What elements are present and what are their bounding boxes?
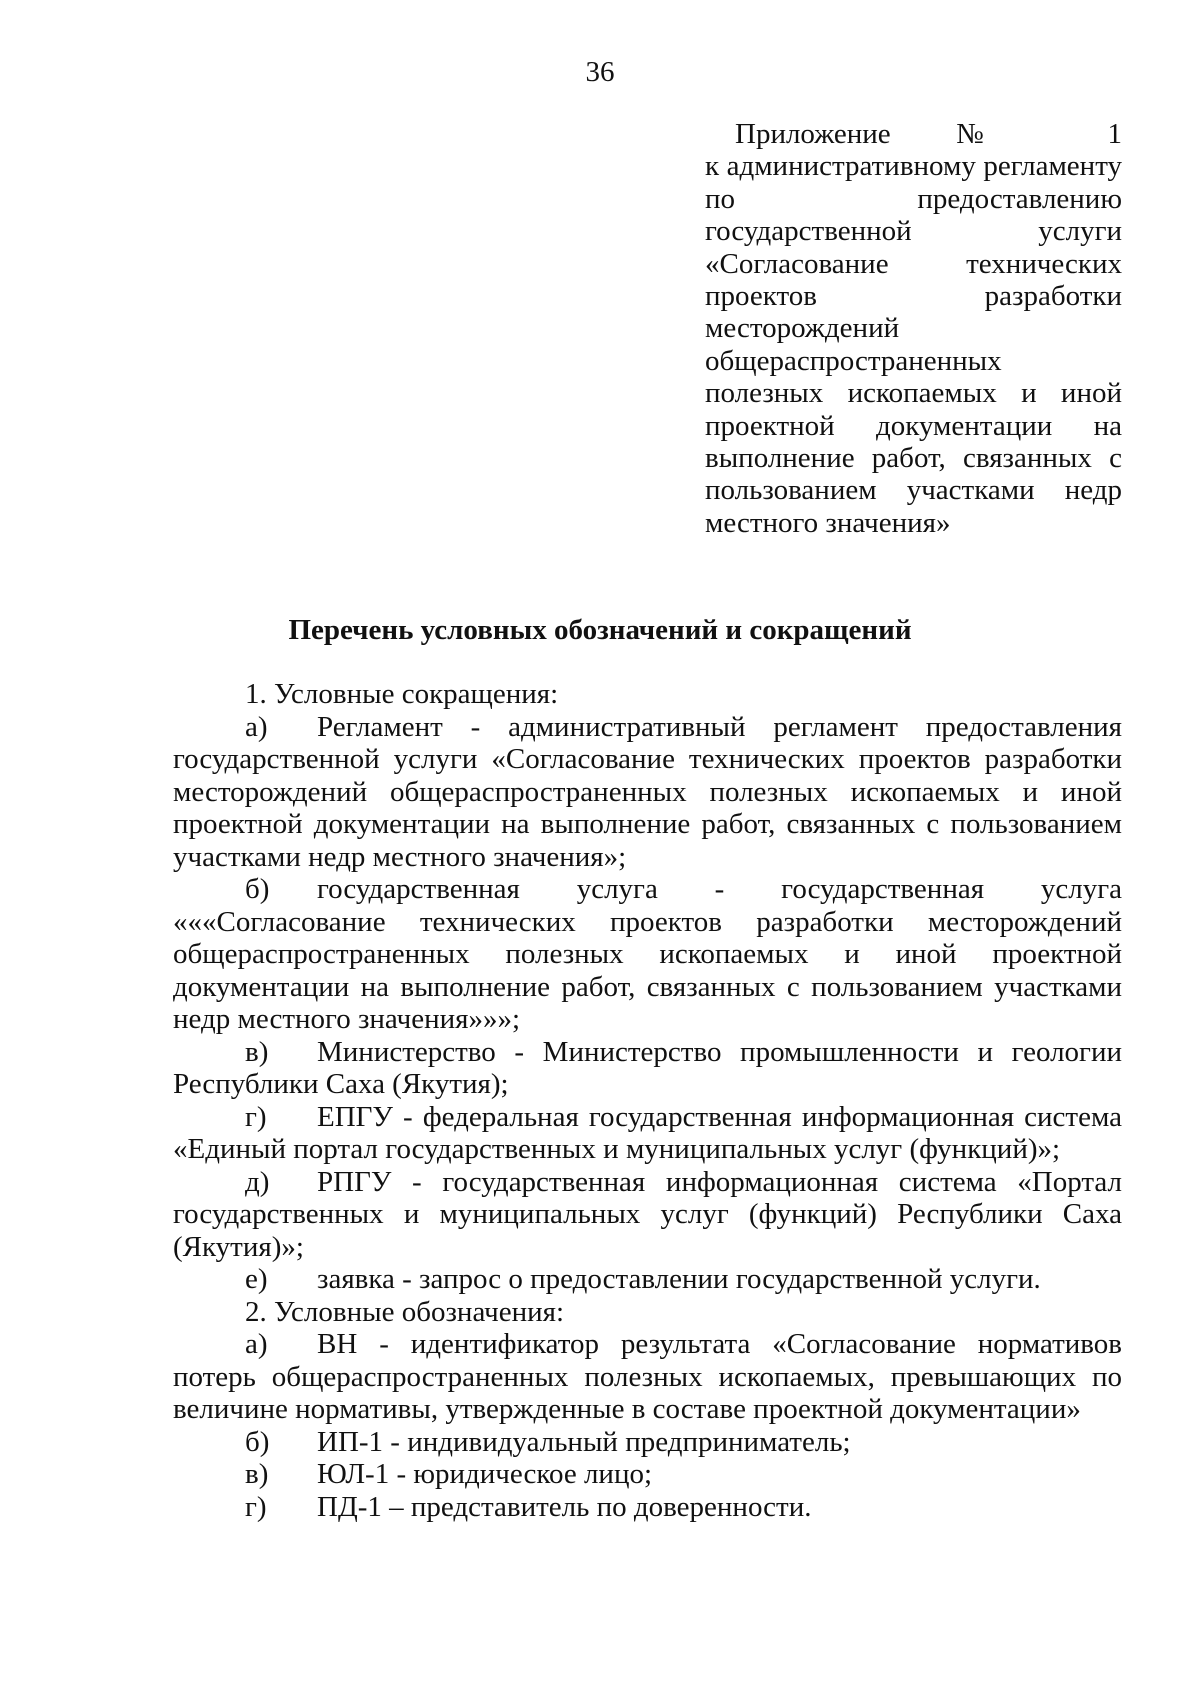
list-item bbox=[173, 1263, 1122, 1296]
document-title: Перечень условных обозначений и сокращений bbox=[288, 614, 912, 646]
list-item-text: ИП-1 - индивидуальный предприниматель; bbox=[317, 1425, 851, 1458]
list-item-text: ЮЛ-1 - юридическое лицо; bbox=[317, 1458, 653, 1490]
page-number: 36 bbox=[585, 56, 615, 88]
annex-block bbox=[705, 118, 1122, 539]
list-item bbox=[173, 1328, 1122, 1426]
list-item-label: б) bbox=[245, 873, 270, 905]
list-item-text: государственная услуга - государственная услуга «««Согласование технических проектов разработки месторождений общераспространенных полезных ископаемых и иной проектной документации на выполнение работ, связанных с пользованием участками недр местного значения»»»; bbox=[173, 873, 1122, 1035]
list-item-text: ЕПГУ - федеральная государственная информационная система «Единый портал государственных и муниципальных услуг (функций)»; bbox=[173, 1100, 1122, 1165]
list-item bbox=[173, 873, 1122, 1036]
list-item-text: ПД-1 – представитель по доверенности. bbox=[317, 1490, 812, 1523]
list-item bbox=[173, 1458, 1122, 1491]
list-item-label: в) bbox=[245, 1035, 269, 1068]
section-heading-symbols: 2. Условные обозначения: bbox=[245, 1295, 565, 1328]
list-item-text: Министерство - Министерство промышленности и геологии Республики Саха (Якутия); bbox=[173, 1035, 1122, 1100]
list-item-label: а) bbox=[245, 1328, 268, 1360]
list-item-label: г) bbox=[245, 1100, 267, 1133]
list-item bbox=[173, 1491, 1122, 1524]
annex-text: к административному регламенту по предоставлению государственной услуги «Согласование технических проектов разработки месторождений общераспространенных полезных ископаемых и иной проектной документации на выполнение работ, связанных с пользованием участками недр местного значения» bbox=[705, 150, 1122, 539]
list-item-label: в) bbox=[245, 1458, 269, 1490]
document-body bbox=[173, 678, 1122, 1523]
list-item-label: д) bbox=[245, 1165, 270, 1198]
list-item-label: г) bbox=[245, 1490, 267, 1523]
list-item-text: заявка - запрос о предоставлении государственной услуги. bbox=[317, 1263, 1041, 1295]
list-item bbox=[173, 711, 1122, 874]
section-heading-abbreviations: 1. Условные сокращения: bbox=[245, 678, 559, 710]
list-item bbox=[173, 1036, 1122, 1101]
annex-heading: Приложение № 1 bbox=[735, 118, 1122, 150]
list-item-text: ВН - идентификатор результата «Согласование нормативов потерь общераспространенных полезных ископаемых, превышающих по величине нормативы, утвержденные в составе проектной документации» bbox=[173, 1328, 1122, 1425]
list-item-label: а) bbox=[245, 710, 268, 743]
list-item-text: Регламент - административный регламент предоставления государственной услуги «Согласование технических проектов разработки месторождений общераспространенных полезных ископаемых и иной проектной документации на выполнение работ, связанных с пользованием участками недр местного значения»; bbox=[173, 710, 1122, 873]
list-item bbox=[173, 1101, 1122, 1166]
list-item bbox=[173, 1426, 1122, 1459]
list-item-label: б) bbox=[245, 1425, 270, 1458]
list-item bbox=[173, 1166, 1122, 1264]
list-item-label: е) bbox=[245, 1263, 268, 1295]
list-item-text: РПГУ - государственная информационная система «Портал государственных и муниципальных услуг (функций) Республики Саха (Якутия)»; bbox=[173, 1165, 1122, 1263]
